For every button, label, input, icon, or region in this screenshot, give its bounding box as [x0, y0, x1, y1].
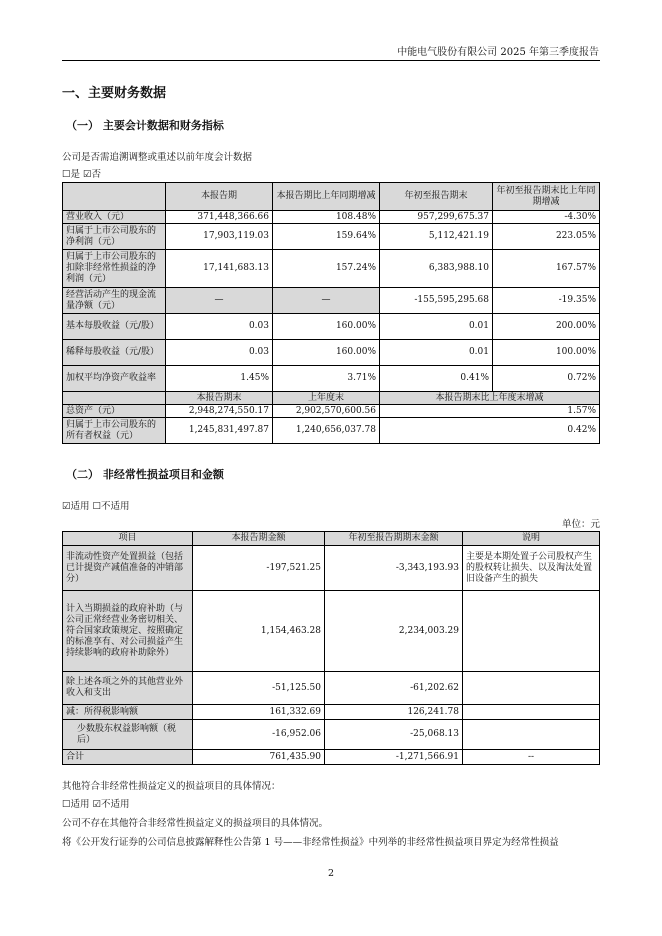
table-row: 基本每股收益（元/股） 0.03 160.00% 0.01 200.00% — [63, 314, 600, 340]
table-row: 营业收入（元） 371,448,366.66 108.48% 957,299,675.37 -4.30% — [63, 211, 600, 224]
report-header: 中能电气股份有限公司 2025 年第三季度报告 — [397, 47, 599, 58]
table-row: 除上述各项之外的其他营业外收入和支出 -51,125.50 -61,202.62 — [63, 672, 600, 705]
section-title: 一、主要财务数据 — [62, 86, 167, 101]
other-applicable-check: ☐适用 ☑不适用 — [62, 799, 130, 810]
table-row: 稀释每股收益（元/股） 0.03 160.00% 0.01 100.00% — [63, 340, 600, 366]
table-header-row: 本报告期 本报告期比上年同期增减 年初至报告期末 年初至报告期末比上年同期增减 — [63, 183, 600, 211]
table-row: 归属于上市公司股东的扣除非经常性损益的净利润（元） 17,141,683.13 157.24% 6,383,988.10 167.57% — [63, 250, 600, 288]
table-row: 归属于上市公司股东的所有者权益（元） 1,245,831,497.87 1,240,656,037.78 0.42% — [63, 418, 600, 444]
table-row: 总资产（元） 2,948,274,550.17 2,902,570,600.56 1.57% — [63, 405, 600, 418]
applicable-check: ☑适用 ☐不适用 — [62, 501, 130, 512]
other-items-line: 其他符合非经常性损益定义的损益项目的具体情况： — [62, 781, 281, 792]
table-row: 非流动性资产处置损益（包括已计提资产减值准备的冲销部分） -197,521.25 -3,343,193.93 主要是本期处置子公司股权产生的股权转让损失、以及淘汰处置旧设备产生的损失 — [63, 546, 600, 591]
subsection-title-2: （二） 非经常性损益项目和金额 — [66, 468, 224, 481]
table-header-row: 本报告期末 上年度末 本报告期末比上年度末增减 — [63, 392, 600, 405]
table-row: 计入当期损益的政府补助（与公司正常经营业务密切相关、符合国家政策规定、按照确定的标准享有、对公司损益产生持续影响的政府补助除外） 1,154,463.28 2,234,003.29 — [63, 591, 600, 672]
table-row: 归属于上市公司股东的净利润（元） 17,903,119.03 159.64% 5,112,421.19 223.05% — [63, 224, 600, 250]
table-row: 少数股东权益影响额（税后） -16,952.06 -25,068.13 — [63, 720, 600, 750]
non-recurring-table — [62, 531, 600, 765]
page-number: 2 — [327, 868, 335, 879]
retro-answer: ☐是 ☑否 — [62, 169, 102, 180]
table-row: 减：所得税影响额 161,332.69 126,241.78 — [63, 705, 600, 720]
unit-label: 单位：元 — [561, 519, 600, 530]
table-row: 合计 761,435.90 -1,271,566.91 -- — [63, 750, 600, 765]
retro-question: 公司是否需追溯调整或重述以前年度会计数据 — [62, 152, 253, 163]
header-divider — [62, 60, 600, 61]
table-row: 加权平均净资产收益率 1.45% 3.71% 0.41% 0.72% — [63, 366, 600, 392]
table-header-row: 项目 本报告期金额 年初至报告期期末金额 说明 — [63, 532, 600, 546]
classification-note: 将《公开发行证券的公司信息披露解释性公告第 1 号——非经常性损益》中列举的非经常性损益项目界定为经常性损益 — [62, 837, 559, 848]
no-other-items-text: 公司不存在其他符合非经常性损益定义的损益项目的具体情况。 — [62, 818, 329, 829]
financial-data-table — [62, 182, 600, 444]
subsection-title-1: （一） 主要会计数据和财务指标 — [66, 119, 224, 132]
table-row: 经营活动产生的现金流量净额（元） — — -155,595,295.68 -19.35% — [63, 288, 600, 314]
